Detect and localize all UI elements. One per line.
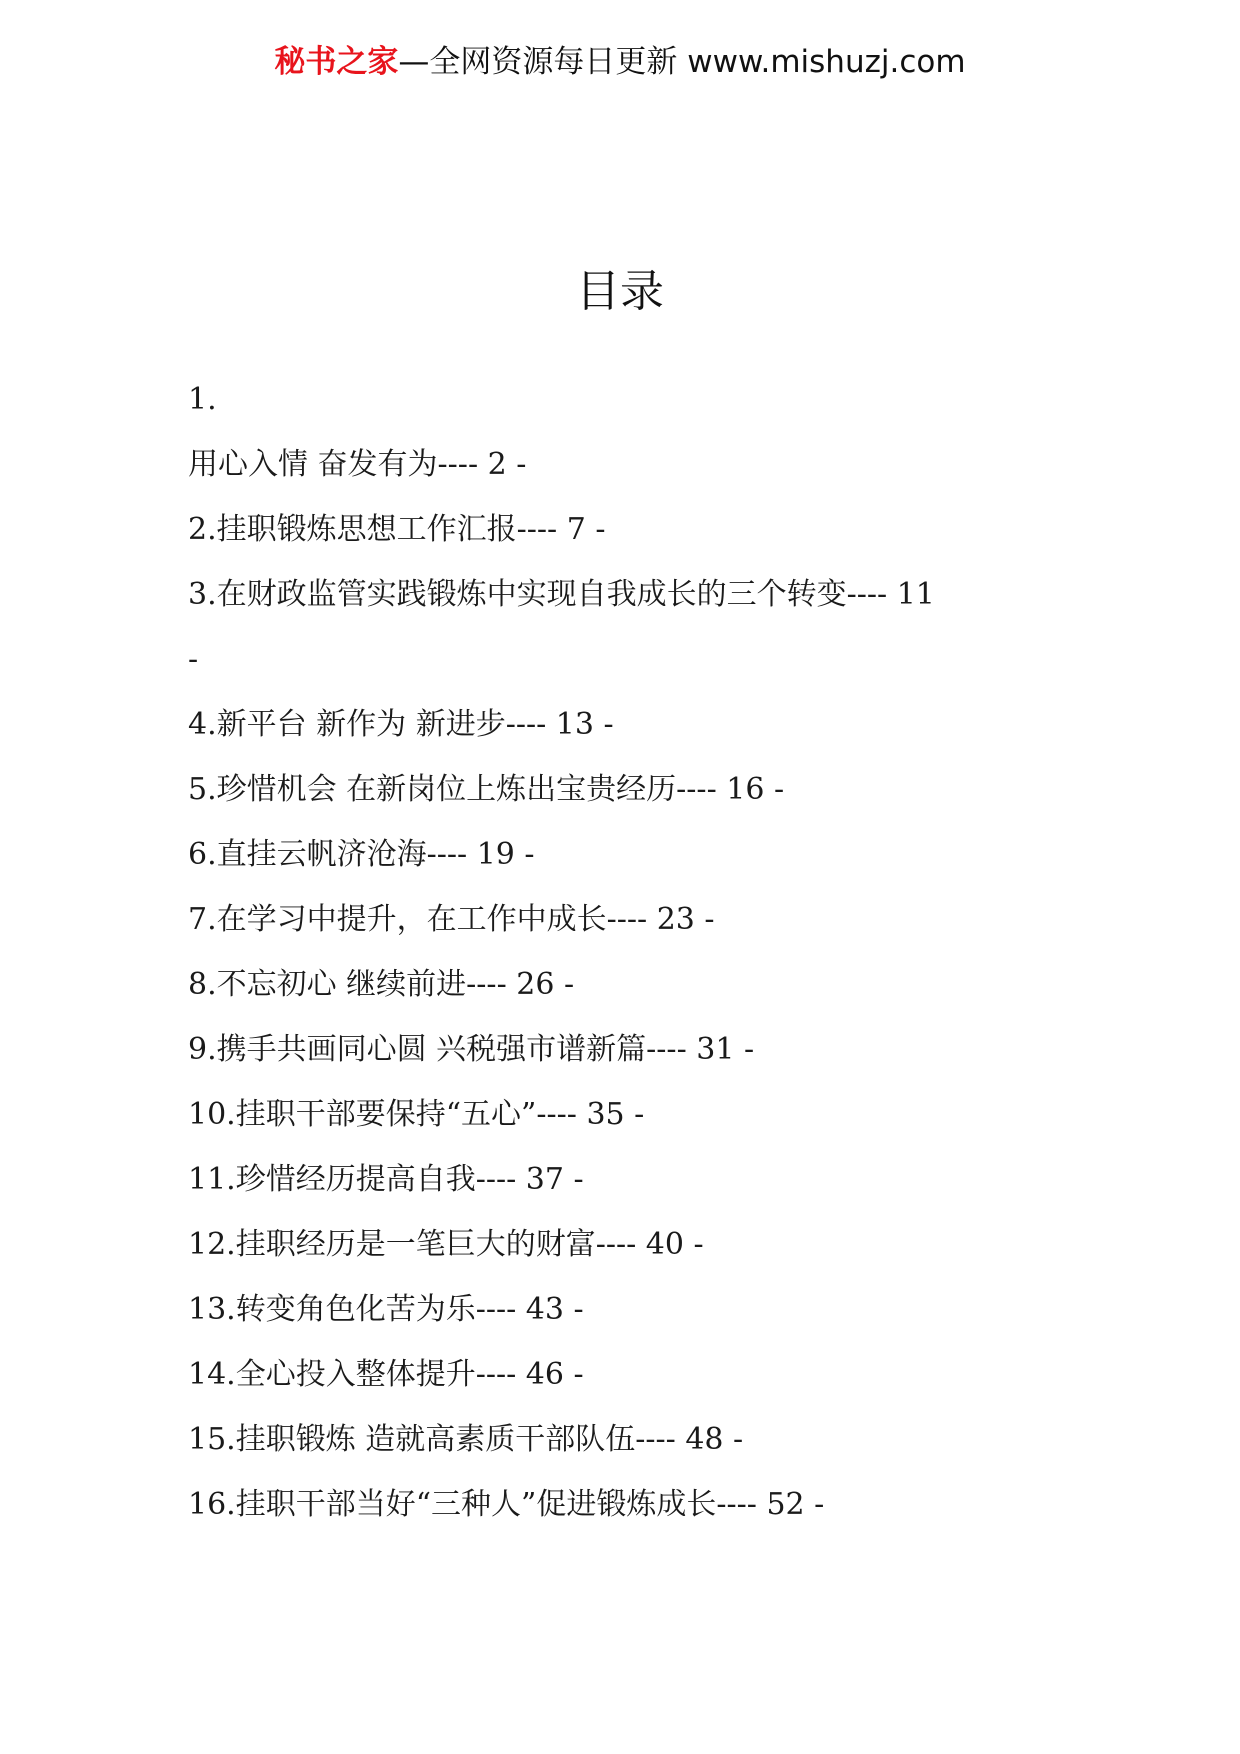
toc-line [188,1277,1068,1342]
toc-line [188,367,1068,432]
toc-line [188,1082,1068,1147]
toc-line [188,1407,1068,1472]
toc-line-text: 14.全心投入整体提升---- 46 - [188,1357,584,1392]
toc-line-text: 6.直挂云帆济沧海---- 19 - [188,837,535,872]
toc-line-text: 7.在学习中提升，在工作中成长---- 23 - [188,902,715,937]
toc-line [188,887,1068,952]
table-of-contents [188,367,1068,1537]
toc-line-text: 5.珍惜机会 在新岗位上炼出宝贵经历---- 16 - [188,772,785,807]
document-title: 目录 [576,266,664,317]
toc-line [188,1342,1068,1407]
toc-line-text: 13.转变角色化苦为乐---- 43 - [188,1292,584,1327]
toc-line-text: - [188,642,199,677]
brand-name: 秘书之家 [274,44,399,80]
toc-line [188,692,1068,757]
toc-line-text: 11.珍惜经历提高自我---- 37 - [188,1162,584,1197]
toc-line-text: 12.挂职经历是一笔巨大的财富---- 40 - [188,1227,704,1262]
toc-line-text: 9.携手共画同心圆 兴税强市谱新篇---- 31 - [188,1032,755,1067]
toc-line [188,952,1068,1017]
toc-line-text: 16.挂职干部当好“三种人”促进锻炼成长---- 52 - [188,1487,825,1522]
toc-line-text: 10.挂职干部要保持“五心”---- 35 - [188,1097,645,1132]
toc-line-text: 4.新平台 新作为 新进步---- 13 - [188,707,614,742]
toc-line-text: 15.挂职锻炼 造就高素质干部队伍---- 48 - [188,1422,744,1457]
toc-line [188,562,1068,627]
toc-line [188,627,1068,692]
toc-line-text: 3.在财政监管实践锻炼中实现自我成长的三个转变---- 11 [188,577,935,612]
toc-line [188,757,1068,822]
toc-line-text: 1. [188,382,217,417]
toc-line-text: 用心入情 奋发有为---- 2 - [188,447,527,482]
toc-line-text: 2.挂职锻炼思想工作汇报---- 7 - [188,512,606,547]
toc-line [188,1212,1068,1277]
toc-line [188,822,1068,887]
site-header [0,40,1240,84]
toc-line [188,1017,1068,1082]
toc-line [188,432,1068,497]
toc-line [188,1147,1068,1212]
toc-line [188,497,1068,562]
toc-line-text: 8.不忘初心 继续前进---- 26 - [188,967,575,1002]
toc-line [188,1472,1068,1537]
header-tagline: —全网资源每日更新 www.mishuzj.com [398,44,966,80]
